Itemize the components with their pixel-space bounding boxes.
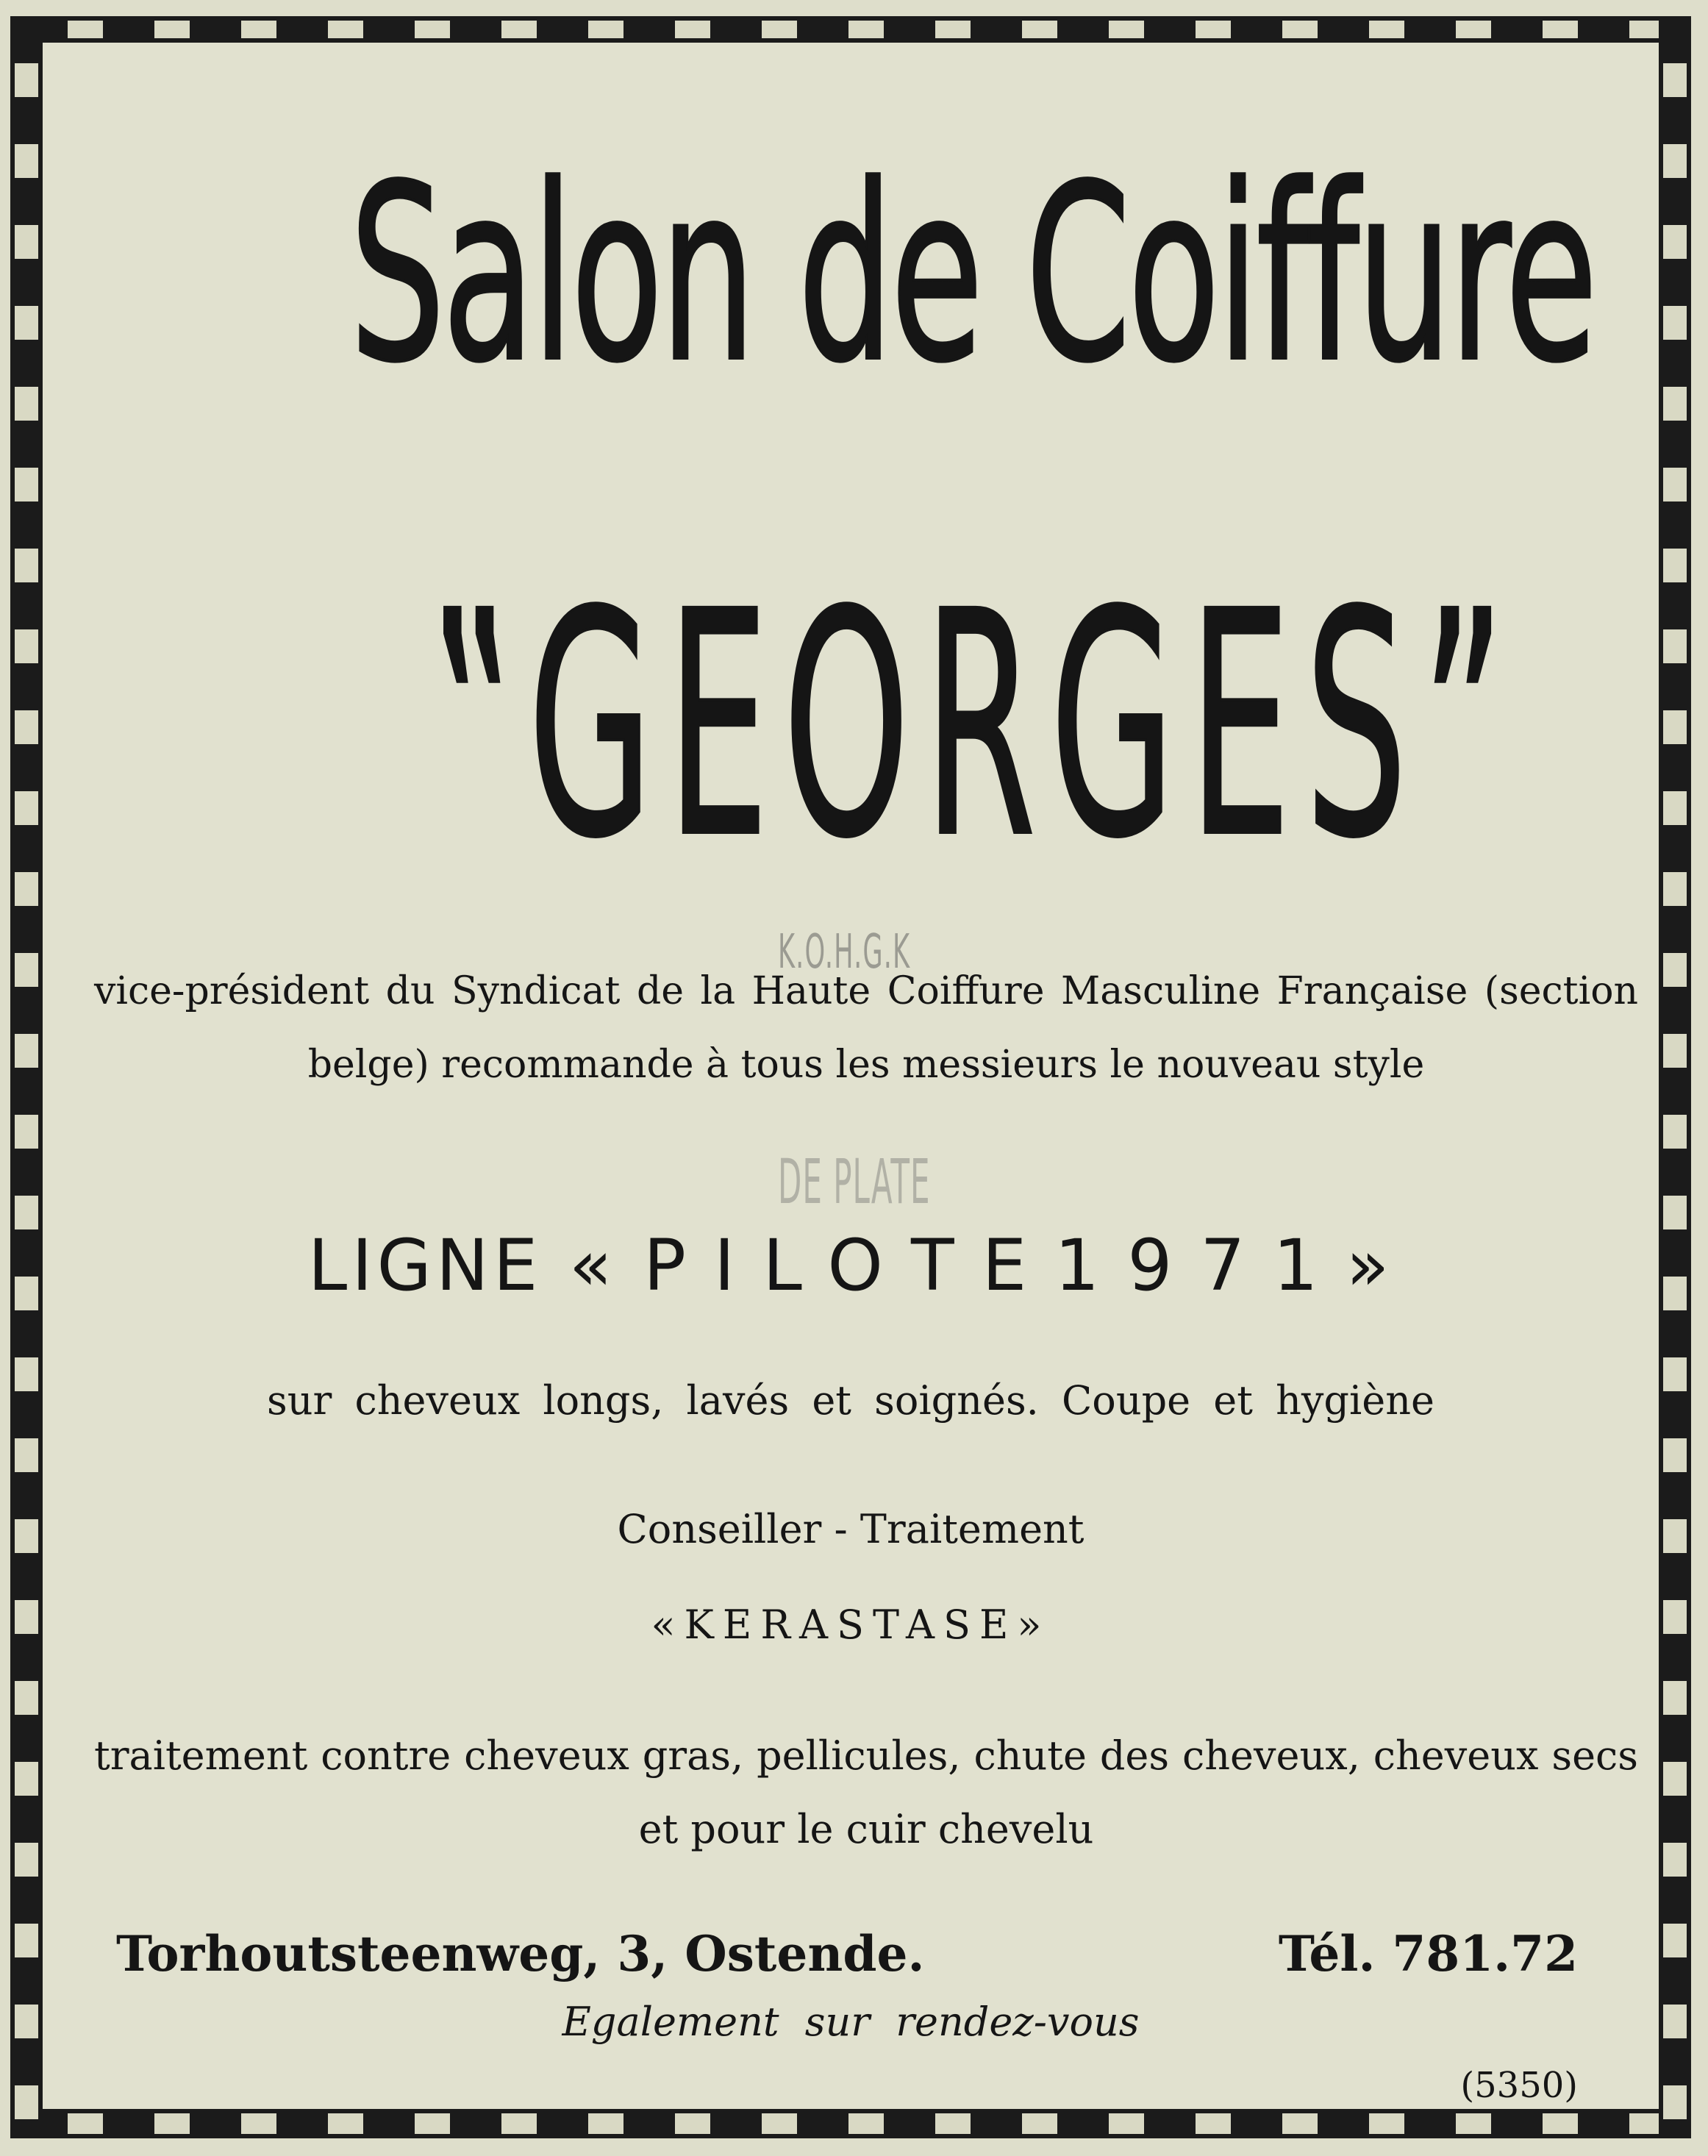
intro-paragraph: vice-président du Syndicat de la Haute Coiffure Masculine Française (section belge) recommande à tous les messieurs le nouveau style xyxy=(94,969,1638,1087)
hair-care-line: sur cheveux longs, lavés et soignés. Coupe et hygiène xyxy=(267,1377,1434,1424)
border-bottom xyxy=(16,2109,1685,2138)
title-salon: Salon de Coiffure xyxy=(349,133,1596,415)
treatment-paragraph: traitement contre cheveux gras, pellicules, chute des cheveux, cheveux secs et pour le cuir chevelu xyxy=(94,1732,1638,1852)
phone-number: Tél. 781.72 xyxy=(1278,1925,1578,1982)
appointment-note: Egalement sur rendez-vous xyxy=(562,1999,1140,2045)
ligne-prefix: LIGNE « xyxy=(307,1224,617,1307)
ad-reference: (5350) xyxy=(1460,2065,1578,2106)
watermark-khgk: K.O.H.G.K xyxy=(778,925,911,979)
ligne-name: PILOTE1971 xyxy=(643,1224,1346,1307)
ligne-suffix: » xyxy=(1346,1224,1394,1307)
watermark-de-plate: DE PLATE xyxy=(778,1146,931,1218)
border-left xyxy=(10,16,43,2138)
address: Torhoutsteenweg, 3, Ostende. xyxy=(116,1925,925,1982)
border-top xyxy=(16,16,1685,43)
kerastase-line: «KERASTASE» xyxy=(651,1602,1051,1648)
conseiller-line: Conseiller - Traitement xyxy=(617,1506,1085,1552)
ad-body xyxy=(43,43,1659,2109)
border-right xyxy=(1659,16,1691,2138)
ligne-pilote-heading xyxy=(43,1224,1659,1307)
title-georges: ‟GEORGES” xyxy=(430,546,1520,906)
